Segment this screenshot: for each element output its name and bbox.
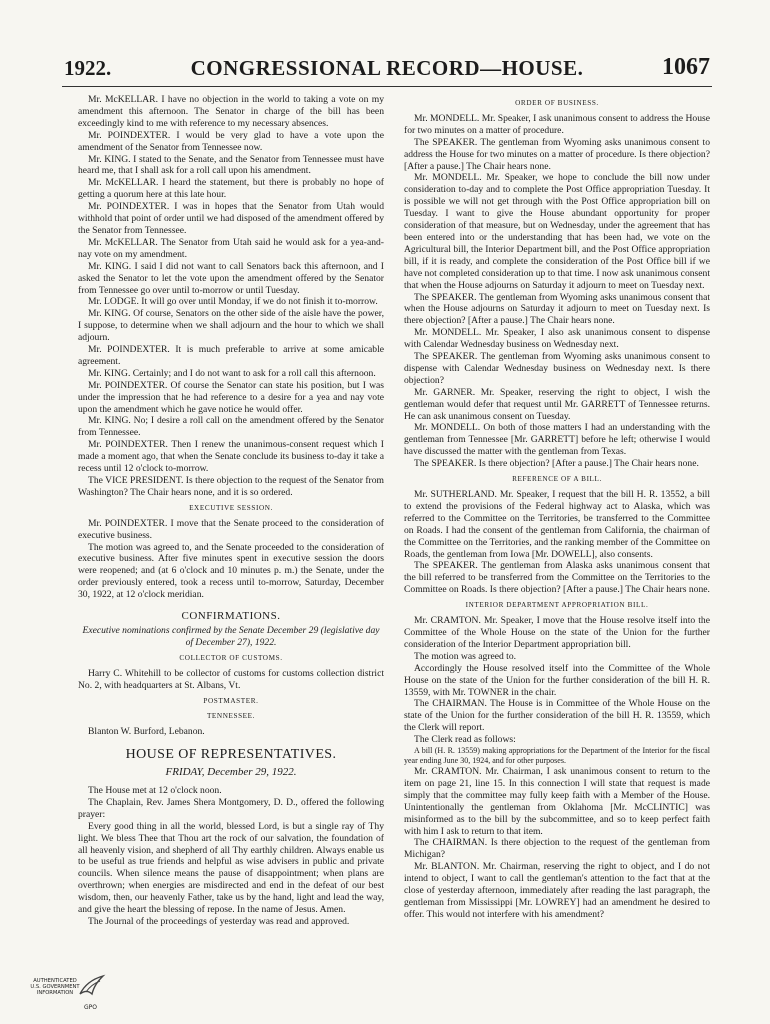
paragraph: Mr. McKELLAR. I heard the statement, but there is probably no hope of getting a quorum here at this late hour.	[78, 177, 384, 201]
section-heading-executive-session: EXECUTIVE SESSION.	[189, 503, 273, 512]
paragraph: Accordingly the House resolved itself into the Committee of the Whole House on the state of the Union for the further consideration of the bill H. R. 13559, with Mr. TOWNER in the chair.	[404, 662, 710, 698]
paragraph: The CHAIRMAN. Is there objection to the request of the gentleman from Michigan?	[404, 837, 710, 861]
paragraph: The motion was agreed to, and the Senate proceeded to the consideration of executive business. After five minutes spent in executive session the doors were reopened; and (at 6 o'clock and 10 minutes p. m.) the Senate, under the order previously entered, took a recess until to-morrow, Saturday, December 30, 1922, at 12 o'clock meridian.	[78, 541, 384, 601]
paragraph: The SPEAKER. The gentleman from Wyoming asks unanimous consent to address the House for two minutes on a matter of procedure. Is there objection? [After a pause.] The Chair hears none.	[404, 136, 710, 172]
paragraph: Mr. CRAMTON. Mr. Speaker, I move that the House resolve itself into the Committee of the Whole House on the state of the Union for the further consideration of the Interior Department appropriation bill.	[404, 615, 710, 650]
header-title: CONGRESSIONAL RECORD—HOUSE.	[190, 56, 584, 80]
paragraph: Mr. POINDEXTER. Then I renew the unanimous-consent request which I made a moment ago, that when the Senate conclude its business to-day it take a recess until 12 o'clock to-morrow.	[78, 439, 384, 475]
paragraph: The SPEAKER. Is there objection? [After a pause.] The Chair hears none.	[414, 458, 699, 470]
paragraph: The motion was agreed to.	[414, 650, 517, 662]
page-header	[62, 52, 712, 87]
paragraph: Mr. LODGE. It will go over until Monday, if we do not finish it to-morrow.	[88, 296, 378, 308]
paragraph: The SPEAKER. The gentleman from Wyoming asks unanimous consent that when the House adjourns on Saturday it adjourn to meet on Tuesday next. Is there objection? [After a pause.] The Chair hears none.	[404, 291, 710, 327]
paragraph: Mr. KING. No; I desire a roll call on the amendment offered by the Senator from Tennessee.	[78, 415, 384, 439]
paragraph: The VICE PRESIDENT. Is there objection to the request of the Senator from Washington? The Chair hears none, and it is so ordered.	[78, 475, 384, 498]
order-of-business-heading: ORDER OF BUSINESS.	[515, 99, 599, 107]
paragraph: The Clerk read as follows:	[414, 734, 516, 746]
stamp-line: INFORMATION	[36, 990, 74, 996]
paragraph: Mr. POINDEXTER. I would be very glad to have a vote upon the amendment of the Senator from Tennessee now.	[78, 129, 384, 153]
paragraph: Harry C. Whitehill to be collector of customs for customs collection district No. 2, with headquarters at St. Albans, Vt.	[78, 667, 384, 691]
paragraph: Mr. MONDELL. Mr. Speaker, we hope to conclude the bill now under consideration to-day and to complete the Post Office appropriation Tuesday. It is possible we will not get through with the Post Office appropriation bill on Tuesday. I want to give the House abundant opportunity for proper consideration of that measure, but on Wednesday, under the agreement that has been entered into or the understanding that has been had, we vote on the Agricultural bill, the Interior Department bill, and the Post Office appropriation bill, if it is ready, and complete the consideration of the Post Office bill if we have not completed consideration up to that time. I now ask unanimous consent that when the House adjourns on Saturday it adjourn to meet on Tuesday next.	[404, 172, 710, 291]
paragraph: The SPEAKER. The gentleman from Wyoming asks unanimous consent to dispense with Calendar Wednesday business on Wednesday next. Is there objection?	[404, 351, 710, 386]
prayer-paragraph: Every good thing in all the world, blessed Lord, is but a single ray of Thy light. We bless Thee that Thou art the rock of our salvation, the foundation of all heavenly vision, and shepherd of all Thy earthly children. Always enable us to be useful as true friends and helpful as wise advisers in public and private councils. When silence means the pause of disappointment; when plans are overthrown; when energies are misdirected and end in the defeat of our best wisdom, then, our heavenly Father, take us by the hand, light and lead the way, and give the heart the blessing of repose. In the name of Jesus. Amen.	[78, 820, 384, 916]
house-heading: HOUSE OF REPRESENTATIVES.	[125, 747, 337, 763]
confirmations-subheading: Executive nominations confirmed by the Senate December 29 (legislative day of December 27), 1922.	[82, 624, 380, 648]
paragraph: Mr. CRAMTON. Mr. Chairman, I ask unanimous consent to return to the item on page 21, line 15. In this connection I will state that request is made simply that the committee may fully keep faith with a Member of the House. Unintentionally the gentleman from Oklahoma [Mr. McCLINTIC] was misinformed as to the bill by the subcommittee, and so to keep perfect faith with him I ask to return to that item.	[404, 766, 710, 837]
paragraph: Mr. KING. Certainly; and I do not want to ask for a roll call this afternoon.	[88, 367, 376, 379]
left-column	[78, 94, 384, 928]
paragraph: The SPEAKER. The gentleman from Alaska asks unanimous consent that the bill referred to be transferred from the Committee on the Territories to the Committee on Roads. Is there objection? [After a pause.] The Chair hears none.	[404, 560, 710, 596]
paragraph: Mr. MONDELL. Mr. Speaker, I ask unanimous consent to address the House for two minutes on a matter of procedure.	[404, 112, 710, 136]
paragraph: Mr. MONDELL. On both of those matters I had an understanding with the gentleman from Tennessee [Mr. GARRETT] before he left; otherwise I would have discussed the matter with the gentleman from Texas.	[404, 422, 710, 458]
collector-heading: COLLECTOR OF CUSTOMS.	[179, 653, 283, 662]
header-year: 1922.	[64, 56, 112, 80]
bill-title: A bill (H. R. 13559) making appropriations for the Department of the Interior for the fiscal year ending June 30, 1924, and for other purposes.	[404, 746, 710, 766]
paragraph: Mr. POINDEXTER. I was in hopes that the Senator from Utah would withhold that point of order until we had disposed of the amendment offered by the Senator from Tennessee.	[78, 201, 384, 236]
gpo-label: GPO	[84, 1004, 97, 1011]
paragraph: Mr. KING. I said I did not want to call Senators back this afternoon, and I asked the Senator to let the vote upon the amendment offered by the Senator from Tennessee go over until to-morrow or until Tuesday.	[78, 260, 384, 296]
paragraph: The House met at 12 o'clock noon.	[88, 785, 222, 797]
page-number: 1067	[662, 54, 710, 80]
stamp-text	[30, 978, 80, 996]
paragraph: Mr. BLANTON. Mr. Chairman, reserving the right to object, and I do not intend to object, I want to call the gentleman's attention to the fact that at the close of yesterday afternoon, immediately after reading the last paragraph, the gentleman from Mississippi [Mr. LOWREY] had an amendment he desired to offer. This would not interfere with his amendment?	[404, 861, 710, 920]
right-column	[404, 94, 710, 921]
paragraph: Mr. KING. Of course, Senators on the other side of the aisle have the power, I suppose, to determine when we shall adjourn and the hour to which we shall adjourn.	[78, 308, 384, 344]
interior-bill-heading: INTERIOR DEPARTMENT APPROPRIATION BILL.	[465, 601, 649, 610]
paragraph: Mr. McKELLAR. I have no objection in the world to taking a vote on my amendment this afternoon. The Senator in charge of the bill has been exceedingly kind to me with reference to my necessary absences.	[78, 94, 384, 129]
paragraph: The Journal of the proceedings of yesterday was read and approved.	[88, 916, 350, 927]
paragraph: Mr. KING. I stated to the Senate, and the Senator from Tennessee must have heard me, that I shall ask for a roll call upon his amendment.	[78, 153, 384, 177]
state-heading: TENNESSEE.	[206, 712, 256, 721]
eagle-icon	[76, 972, 106, 1002]
stamp-line: AUTHENTICATED	[33, 978, 77, 984]
paragraph: The CHAIRMAN. The House is in Committee of the Whole House on the state of the Union for the further consideration of the bill H. R. 13559, which the Clerk will report.	[404, 698, 710, 734]
stamp-line: U.S. GOVERNMENT	[30, 984, 80, 990]
gpo-authentication-stamp	[30, 972, 106, 1018]
paragraph: Blanton W. Burford, Lebanon.	[88, 726, 205, 738]
paragraph: Mr. MONDELL. Mr. Speaker, I also ask unanimous consent to dispense with Calendar Wednesday business on Wednesday next.	[404, 327, 710, 351]
paragraph: Mr. POINDEXTER. Of course the Senator can state his position, but I was under the impression that he had reference to a desire for a yea and nay vote upon the amendment which he gave notice he would offer.	[78, 379, 384, 415]
reference-of-bill-heading: REFERENCE OF A BILL.	[512, 475, 602, 484]
paragraph: The Chaplain, Rev. James Shera Montgomery, D. D., offered the following prayer:	[78, 796, 384, 820]
confirmations-heading: CONFIRMATIONS.	[181, 610, 281, 623]
postmaster-heading: POSTMASTER.	[203, 696, 259, 705]
dateline: FRIDAY, December 29, 1922.	[165, 766, 297, 779]
paragraph: Mr. POINDEXTER. I move that the Senate proceed to the consideration of executive business.	[78, 517, 384, 541]
paragraph: Mr. GARNER. Mr. Speaker, reserving the right to object, I wish the gentleman would defer that request until Mr. GARRETT of Tennessee returns. He can ask unanimous consent on Tuesday.	[404, 386, 710, 422]
paragraph: Mr. SUTHERLAND. Mr. Speaker, I request that the bill H. R. 13552, a bill to extend the provisions of the Federal highway act to Alaska, which was referred to the Committee on the Territories, be transferred to the Committee on Roads. I had the consent of the gentleman from California, the chairman of the Committee on the Territories, and the ranking member of the Committee on Roads, the gentleman from Iowa [Mr. DOWELL], also consents.	[404, 489, 710, 560]
paragraph: Mr. McKELLAR. The Senator from Utah said he would ask for a yea-and-nay vote on my amendment.	[78, 236, 384, 260]
paragraph: Mr. POINDEXTER. It is much preferable to arrive at some amicable agreement.	[78, 344, 384, 367]
